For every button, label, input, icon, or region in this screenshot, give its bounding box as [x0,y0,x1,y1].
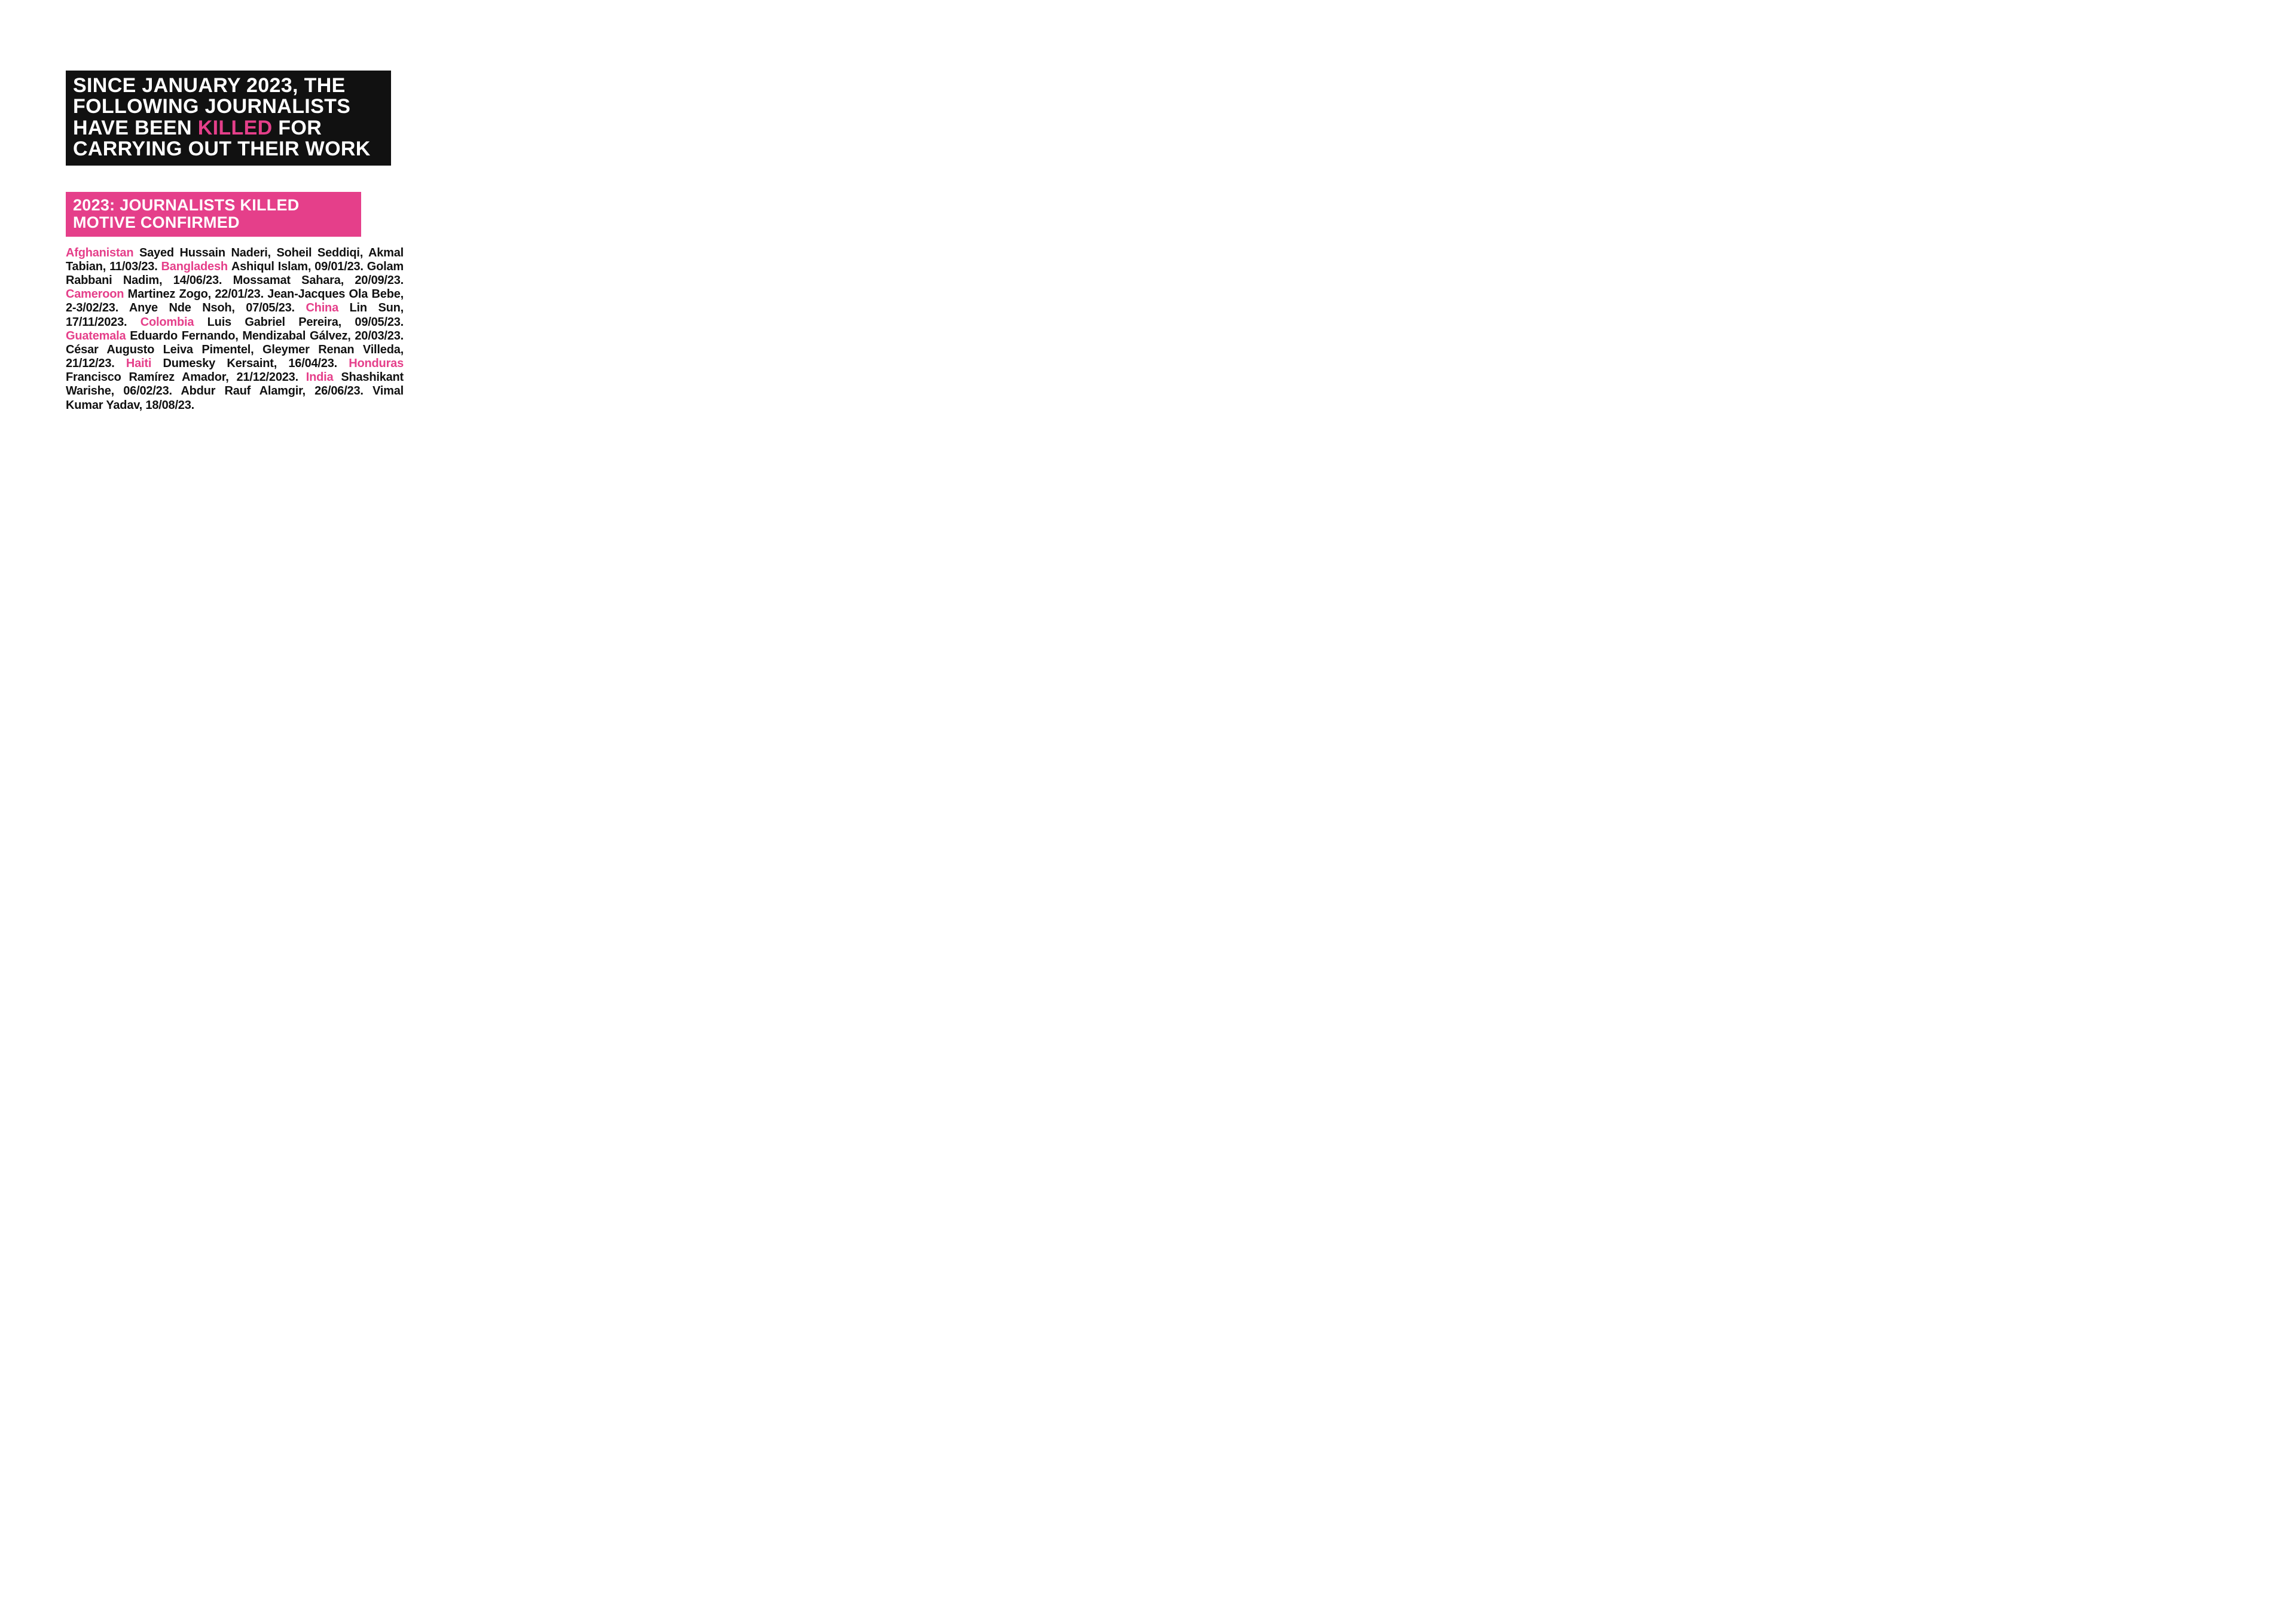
country-name: Afghanistan [66,246,134,259]
country-name: India [306,371,334,384]
title-text: FOR CARRYING OUT THEIR WORK [73,116,371,161]
entries-paragraph [66,246,404,412]
country-name: Bangladesh [161,259,228,273]
country-name: Haiti [126,357,152,371]
section-title [66,71,391,166]
title-text: SINCE JANUARY 2023, THE FOLLOWING JOURNALISTS HAVE BEEN [73,74,351,139]
journalist-entry: Dumesky Kersaint, 16/04/23. [163,357,337,371]
country-name: Honduras [349,357,404,371]
journalist-entry: Sayed Hussain Naderi, Soheil Seddiqi, Akmal Tabian, 11/03/23. [66,246,404,273]
journalist-entry: Eduardo Fernando, Mendizabal Gálvez, 20/03/23. César Augusto Leiva Pimentel, Gleymer Renan Villeda, 21/12/23. [66,329,404,371]
country-name: Cameroon [66,288,124,301]
column-1 [66,71,404,429]
journalist-entry: Shashikant Warishe, 06/02/23. Abdur Rauf Alamgir, 26/06/23. Vimal Kumar Yadav, 18/08/23. [66,371,404,412]
country-name: Colombia [140,315,194,329]
killed-since-2023 [66,71,404,175]
country-name: Guatemala [66,329,126,343]
section-subtitle [66,192,361,236]
journalist-entry: Lin Sun, 17/11/2023. [66,301,404,329]
journalist-entry: Ashiqul Islam, 09/01/23. Golam Rabbani Nadim, 14/06/23. Mossamat Sahara, 20/09/23. [66,259,404,287]
journalist-entry: Francisco Ramírez Amador, 21/12/2023. [66,371,298,384]
title-accent-word: KILLED [197,116,273,139]
country-name: China [306,301,338,315]
killed-2023-motive-confirmed [66,192,404,412]
entries-block [66,246,404,412]
journalist-entry: Martinez Zogo, 22/01/23. Jean-Jacques Ola Bebe, 2-3/02/23. Anye Nde Nsoh, 07/05/23. [66,288,404,315]
journalist-entry: Luis Gabriel Pereira, 09/05/23. [207,315,404,329]
title-text: 2023: JOURNALISTS KILLED MOTIVE CONFIRMED [73,196,300,231]
